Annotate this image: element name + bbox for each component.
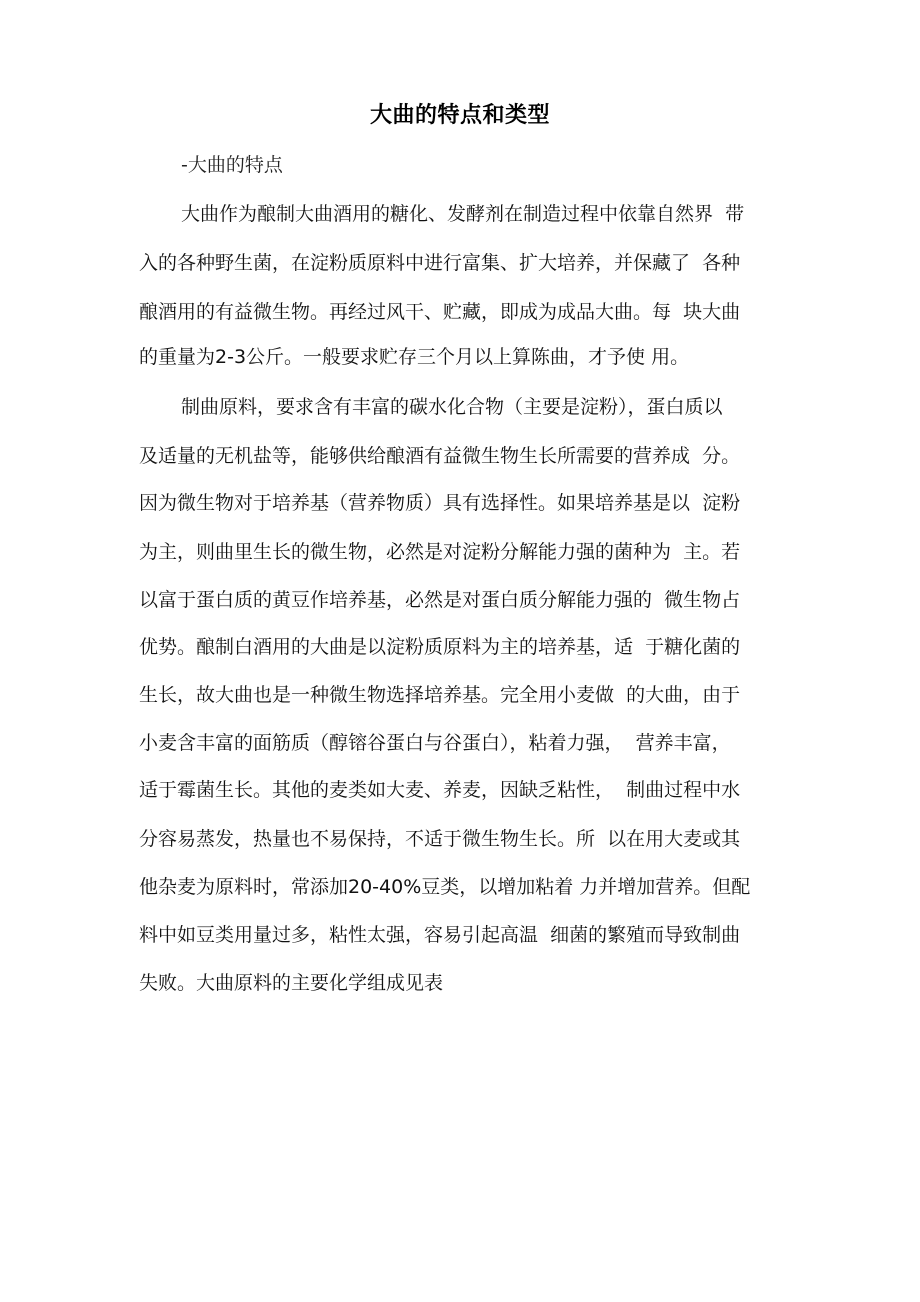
paragraph-2-line-4: 为主，则曲里生长的微生物，必然是对淀粉分解能力强的菌种为 主。若 (139, 541, 741, 563)
paragraph-2-line-1: 制曲原料，要求含有丰富的碳水化合物（主要是淀粉），蛋白质以 (181, 396, 723, 418)
paragraph-2-line-13: 失败。大曲原料的主要化学组成见表 (139, 972, 444, 994)
paragraph-2-line-6: 优势。酿制白酒用的大曲是以淀粉质原料为主的培养基，适 于糖化菌的 (139, 636, 741, 658)
paragraph-1-line-3: 酿酒用的有益微生物。再经过风干、贮藏，即成为成品大曲。每 块大曲 (139, 301, 741, 323)
paragraph-1-line-1: 大曲作为酿制大曲酒用的糖化、发酵剂在制造过程中依靠自然界 带 (181, 203, 745, 225)
paragraph-2-line-2: 及适量的无机盐等，能够供给酿酒有益微生物生长所需要的营养成 分。 (139, 445, 741, 467)
paragraph-1-line-2: 入的各种野生菌，在淀粉质原料中进行富集、扩大培养，并保藏了 各种 (139, 252, 741, 274)
document-title: 大曲的特点和类型 (369, 103, 550, 128)
paragraph-2-line-11: 他杂麦为原料时，常添加20-40%豆类，以增加粘着 力并增加营养。但配 (139, 876, 751, 898)
paragraph-2-line-7: 生长，故大曲也是一种微生物选择培养基。完全用小麦做 的大曲，由于 (139, 684, 741, 706)
paragraph-2-line-12: 料中如豆类用量过多，粘性太强，容易引起高温 细菌的繁殖而导致制曲 (139, 924, 741, 946)
paragraph-2-line-8: 小麦含丰富的面筋质（醇镕谷蛋白与谷蛋白），粘着力强， 营养丰富， (139, 732, 731, 754)
section-heading: -大曲的特点 (181, 154, 283, 176)
paragraph-2-line-9: 适于霉菌生长。其他的麦类如大麦、养麦，因缺乏粘性， 制曲过程中水 (139, 779, 741, 801)
paragraph-2-line-5: 以富于蛋白质的黄豆作培养基，必然是对蛋白质分解能力强的 微生物占 (139, 589, 741, 611)
paragraph-2-line-10: 分容易蒸发，热量也不易保持，不适于微生物生长。所 以在用大麦或其 (139, 828, 741, 850)
paragraph-1-line-4: 的重量为2-3公斤。一般要求贮存三个月以上算陈曲，才予使 用。 (139, 346, 690, 368)
paragraph-2-line-3: 因为微生物对于培养基（营养物质）具有选择性。如果培养基是以 淀粉 (139, 492, 741, 514)
